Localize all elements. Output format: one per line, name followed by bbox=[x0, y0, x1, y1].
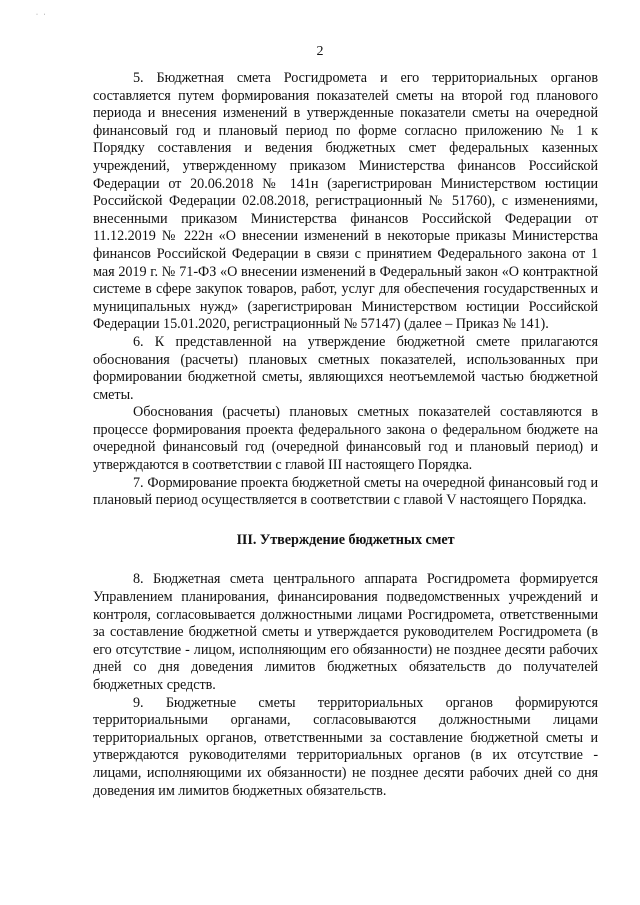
scan-specks: · · bbox=[36, 12, 48, 18]
section-heading: III. Утверждение бюджетных смет bbox=[236, 531, 455, 548]
paragraph-8: 8. Бюджетная смета центрального аппарата Росгидромета формируется Управлением планирования, финансирования подведомственных учреждений и контроля, согласовывается должностными лицами Росгидромета, ответственными за составление бюджетной сметы и утверждается руководителем Росгидромета (в его отсутствие - лицом, исполняющим его обязанности) не позднее десяти рабочих дней со дня доведения лимитов бюджетных обязательств до получателей бюджетных средств. bbox=[93, 571, 598, 693]
paragraph-5: 5. Бюджетная смета Росгидромета и его территориальных органов составляется путем формирования показателей сметы на второй год планового периода и внесения изменений в утвержденные показатели сметы на очередной финансовый год и плановый период по форме согласно приложению № 1 к Порядку составления и ведения бюджетных смет федеральных казенных учреждений, утвержденному приказом Министерства финансов Российской Федерации от 20.06.2018 № 141н (зарегистрирован Министерством юстиции Российской Федерации 02.08.2018, регистрационный № 51760), с изменениями, внесенными приказом Министерства финансов Российской Федерации от 11.12.2019 № 222н «О внесении изменений в некоторые приказы Министерства финансов Российской Федерации в связи с принятием Федерального закона от 1 мая 2019 г. № 71-ФЗ «О внесении изменений в Федеральный закон «О контрактной системе в сфере закупок товаров, работ, услуг для обеспечения государственных и муниципальных нужд» (зарегистрирован Министерством юстиции Российской Федерации 15.01.2020, регистрационный № 57147) (далее – Приказ № 141). bbox=[93, 70, 598, 333]
page-number: 2 bbox=[316, 44, 324, 59]
paragraph-6-justification: Обоснования (расчеты) плановых сметных показателей составляются в процессе формирования проекта федерального закона о федеральном бюджете на очередной финансовый год (очередной финансовый год и плановый период) и утверждаются в соответствии с главой III настоящего Порядка. bbox=[93, 404, 598, 474]
paragraph-7: 7. Формирование проекта бюджетной сметы на очередной финансовый год и плановый период осуществляется в соответствии с главой V настоящего Порядка. bbox=[93, 474, 598, 509]
document-body bbox=[93, 70, 598, 800]
paragraph-6: 6. К представленной на утверждение бюджетной смете прилагаются обоснования (расчеты) плановых сметных показателей, использованных при формировании бюджетной сметы, являющихся неотъемлемой частью бюджетной сметы. bbox=[93, 333, 598, 403]
paragraph-9: 9. Бюджетные сметы территориальных органов формируются территориальными органами, согласовываются должностными лицами территориальных органов, ответственными за составление бюджетной сметы и утверждаются руководителями территориальных органов (в их отсутствие - лицами, исполняющими их обязанности) не позднее десяти рабочих дней со дня доведения им лимитов бюджетных обязательств. bbox=[93, 694, 598, 799]
